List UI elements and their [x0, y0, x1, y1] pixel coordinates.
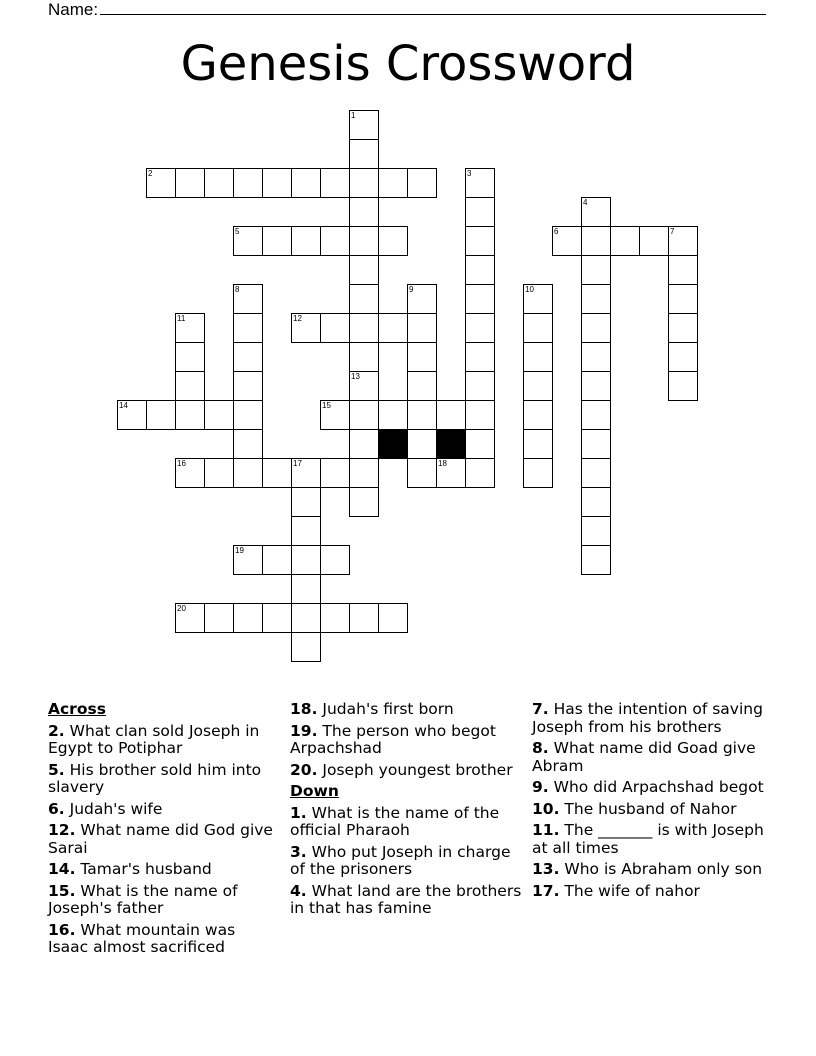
clue-text: Tamar's husband [80, 860, 212, 878]
page-title: Genesis Crossword [180, 36, 636, 92]
crossword-cell[interactable] [378, 603, 408, 633]
crossword-cell[interactable] [349, 487, 379, 517]
crossword-cell[interactable] [175, 400, 205, 430]
crossword-cell[interactable] [378, 168, 408, 198]
crossword-cell[interactable] [349, 313, 379, 343]
crossword-cell[interactable] [349, 371, 379, 401]
clue-number: 8 [235, 285, 240, 294]
crossword-cell[interactable] [320, 168, 350, 198]
crossword-cell[interactable] [349, 400, 379, 430]
crossword-cell[interactable] [175, 371, 205, 401]
clue-text: The _______ is with Joseph at all times [532, 821, 764, 857]
crossword-cell[interactable] [320, 400, 350, 430]
black-square [378, 429, 408, 459]
crossword-cell[interactable] [175, 603, 205, 633]
clue-number: 4. [290, 881, 307, 900]
crossword-cell[interactable] [465, 371, 495, 401]
crossword-cell[interactable] [436, 400, 466, 430]
crossword-cell[interactable] [204, 458, 234, 488]
crossword-cell[interactable] [610, 226, 640, 256]
crossword-cell[interactable] [233, 226, 263, 256]
clue-number: 13. [532, 860, 560, 878]
crossword-cell[interactable] [465, 255, 495, 285]
crossword-cell[interactable] [349, 284, 379, 314]
clue-number: 13 [351, 372, 360, 381]
clue-text: The husband of Nahor [564, 799, 737, 818]
crossword-cell[interactable] [668, 255, 698, 285]
clue-number: 8. [532, 739, 549, 757]
crossword-cell[interactable] [581, 487, 611, 517]
clue [290, 701, 522, 719]
crossword-cell[interactable] [581, 516, 611, 546]
crossword-cell[interactable] [436, 458, 466, 488]
clue-number: 17 [293, 459, 302, 468]
crossword-cell[interactable] [581, 371, 611, 401]
crossword-cell[interactable] [465, 429, 495, 459]
clue-text: What mountain was Isaac almost sacrificed [48, 920, 236, 956]
crossword-cell[interactable] [233, 400, 263, 430]
crossword-cell[interactable] [320, 603, 350, 633]
clue-number: 19 [235, 546, 244, 555]
crossword-cell[interactable] [233, 603, 263, 633]
clue-number: 3. [290, 842, 307, 861]
crossword-cell[interactable] [233, 284, 263, 314]
clue-number: 19. [290, 721, 318, 740]
crossword-cell[interactable] [262, 168, 292, 198]
crossword-cell[interactable] [291, 313, 321, 343]
crossword-cell[interactable] [320, 226, 350, 256]
clue [532, 701, 764, 736]
crossword-cell[interactable] [523, 458, 553, 488]
crossword-cell[interactable] [262, 226, 292, 256]
crossword-cell[interactable] [668, 371, 698, 401]
clue-number: 11 [177, 314, 186, 323]
crossword-cell[interactable] [349, 168, 379, 198]
clue-text: Who did Arpachshad begot [553, 778, 764, 796]
clue [48, 801, 280, 819]
clue-number: 9 [409, 285, 414, 294]
crossword-cell[interactable] [291, 603, 321, 633]
crossword-cell[interactable] [291, 574, 321, 604]
clue-section-header: Down [290, 782, 339, 800]
crossword-cell[interactable] [523, 429, 553, 459]
crossword-cell[interactable] [523, 400, 553, 430]
clue [532, 740, 764, 775]
crossword-cell[interactable] [291, 168, 321, 198]
crossword-cell[interactable] [378, 313, 408, 343]
crossword-cell[interactable] [668, 284, 698, 314]
crossword-cell[interactable] [581, 197, 611, 227]
clue [48, 861, 280, 879]
clue [532, 861, 764, 879]
clue-number: 10 [525, 285, 534, 294]
crossword-cell[interactable] [146, 168, 176, 198]
crossword-cell[interactable] [523, 313, 553, 343]
crossword-cell[interactable] [175, 313, 205, 343]
crossword-cell[interactable] [291, 632, 321, 662]
clue-text: What name did God give Sarai [48, 821, 273, 857]
clue-text: What is the name of the official Pharaoh [290, 803, 500, 839]
clue [48, 922, 280, 957]
clue-number: 7 [670, 227, 675, 236]
crossword-cell[interactable] [465, 284, 495, 314]
crossword-cell[interactable] [291, 516, 321, 546]
crossword-cell[interactable] [668, 342, 698, 372]
crossword-cell[interactable] [581, 313, 611, 343]
crossword-cell[interactable] [291, 226, 321, 256]
clue [290, 723, 522, 758]
clue-text: What is the name of Joseph's father [48, 881, 238, 917]
clue-text: What land are the brothers in that has famine [290, 881, 522, 917]
clue-text: Who is Abraham only son [564, 860, 763, 878]
crossword-cell[interactable] [233, 342, 263, 372]
clue-number: 15 [322, 401, 331, 410]
clue-number: 11. [532, 821, 560, 839]
name-label: Name: [48, 0, 99, 19]
crossword-cell[interactable] [523, 342, 553, 372]
clue [532, 822, 764, 857]
clue [290, 805, 522, 840]
crossword-cell[interactable] [523, 371, 553, 401]
clue-text: Has the intention of saving Joseph from his brothers [532, 700, 763, 736]
clue-number: 16 [177, 459, 186, 468]
clue [532, 883, 764, 901]
clue-number: 17. [532, 881, 560, 900]
crossword-cell[interactable] [349, 603, 379, 633]
clue-number: 4 [583, 198, 588, 207]
crossword-cell[interactable] [233, 313, 263, 343]
crossword-cell[interactable] [407, 313, 437, 343]
crossword-cell[interactable] [233, 371, 263, 401]
clue-text: Who put Joseph in charge of the prisoners [290, 842, 511, 878]
crossword-cell[interactable] [581, 429, 611, 459]
crossword-cell[interactable] [581, 545, 611, 575]
clue [48, 883, 280, 918]
crossword-cell[interactable] [204, 603, 234, 633]
crossword-cell[interactable] [407, 342, 437, 372]
clue-column-2 [290, 701, 522, 922]
crossword-cell[interactable] [262, 458, 292, 488]
crossword-cell[interactable] [349, 226, 379, 256]
crossword-cell[interactable] [465, 226, 495, 256]
clue-text: What clan sold Joseph in Egypt to Potiphar [48, 721, 260, 757]
clue-number: 15. [48, 881, 76, 900]
crossword-cell[interactable] [349, 458, 379, 488]
crossword-cell[interactable] [175, 342, 205, 372]
clue-column-3 [532, 701, 764, 904]
crossword-cell[interactable] [407, 400, 437, 430]
crossword-cell[interactable] [146, 400, 176, 430]
crossword-cell[interactable] [204, 400, 234, 430]
black-square [436, 429, 466, 459]
crossword-cell[interactable] [465, 313, 495, 343]
crossword-cell[interactable] [581, 458, 611, 488]
clue-number: 12. [48, 821, 76, 839]
crossword-cell[interactable] [465, 400, 495, 430]
clue-number: 7. [532, 700, 549, 718]
clue [48, 762, 280, 797]
clue-number: 5. [48, 760, 65, 779]
clue-number: 10. [532, 799, 560, 818]
clue-number: 18. [290, 700, 318, 718]
crossword-cell[interactable] [291, 487, 321, 517]
clue-number: 6 [554, 227, 559, 236]
crossword-cell[interactable] [639, 226, 669, 256]
crossword-cell[interactable] [378, 226, 408, 256]
clue [48, 822, 280, 857]
clue [532, 801, 764, 819]
clue-text: His brother sold him into slavery [48, 760, 262, 796]
clue [290, 844, 522, 879]
crossword-cell[interactable] [465, 458, 495, 488]
clue-text: Judah's wife [69, 799, 163, 818]
crossword-cell[interactable] [233, 429, 263, 459]
clue-section-header: Across [48, 700, 106, 718]
clue-number: 6. [48, 799, 65, 818]
crossword-cell[interactable] [204, 168, 234, 198]
crossword-cell[interactable] [349, 255, 379, 285]
clue-number: 5 [235, 227, 240, 236]
crossword-cell[interactable] [668, 313, 698, 343]
crossword-cell[interactable] [407, 429, 437, 459]
clue-number: 20. [290, 760, 318, 779]
clue-text: Judah's first born [322, 700, 454, 718]
clue-number: 18 [438, 459, 447, 468]
crossword-cell[interactable] [175, 458, 205, 488]
clue-text: What name did Goad give Abram [532, 739, 756, 775]
crossword-cell[interactable] [233, 168, 263, 198]
clue-number: 12 [293, 314, 302, 323]
crossword-cell[interactable] [320, 545, 350, 575]
crossword-cell[interactable] [117, 400, 147, 430]
crossword-cell[interactable] [581, 255, 611, 285]
clue [290, 883, 522, 918]
crossword-cell[interactable] [233, 458, 263, 488]
crossword-cell[interactable] [320, 313, 350, 343]
crossword-cell[interactable] [581, 226, 611, 256]
crossword-cell[interactable] [349, 197, 379, 227]
crossword-cell[interactable] [552, 226, 582, 256]
clue-text: The wife of nahor [564, 881, 700, 900]
crossword-cell[interactable] [668, 226, 698, 256]
crossword-cell[interactable] [465, 197, 495, 227]
clue-number: 16. [48, 920, 76, 939]
crossword-cell[interactable] [407, 371, 437, 401]
crossword-cell[interactable] [465, 168, 495, 198]
crossword-cell[interactable] [291, 545, 321, 575]
crossword-cell[interactable] [465, 342, 495, 372]
crossword-cell[interactable] [407, 458, 437, 488]
clue [532, 779, 764, 797]
crossword-cell[interactable] [349, 110, 379, 140]
clue-number: 3 [467, 169, 472, 178]
clue-number: 2. [48, 721, 65, 740]
clue-text: The person who begot Arpachshad [290, 721, 496, 757]
clue-number: 2 [148, 169, 153, 178]
clue-text: Joseph youngest brother [322, 760, 513, 779]
clue-number: 9. [532, 778, 549, 796]
crossword-cell[interactable] [407, 284, 437, 314]
crossword-cell[interactable] [349, 139, 379, 169]
crossword-cell[interactable] [349, 342, 379, 372]
crossword-cell[interactable] [262, 603, 292, 633]
clue-number: 1. [290, 803, 307, 822]
crossword-cell[interactable] [320, 458, 350, 488]
crossword-cell[interactable] [349, 429, 379, 459]
crossword-cell[interactable] [523, 284, 553, 314]
crossword-cell[interactable] [378, 400, 408, 430]
crossword-cell[interactable] [407, 168, 437, 198]
crossword-cell[interactable] [291, 458, 321, 488]
clue-column-1 [48, 701, 280, 961]
clue-number: 14. [48, 860, 76, 878]
clue-number: 14 [119, 401, 128, 410]
crossword-cell[interactable] [175, 168, 205, 198]
crossword-cell[interactable] [581, 400, 611, 430]
crossword-cell[interactable] [581, 342, 611, 372]
clue-number: 20 [177, 604, 186, 613]
crossword-cell[interactable] [262, 545, 292, 575]
clue-number: 1 [351, 111, 356, 120]
crossword-cell[interactable] [581, 284, 611, 314]
clue [48, 723, 280, 758]
crossword-cell[interactable] [233, 545, 263, 575]
clue [290, 762, 522, 780]
